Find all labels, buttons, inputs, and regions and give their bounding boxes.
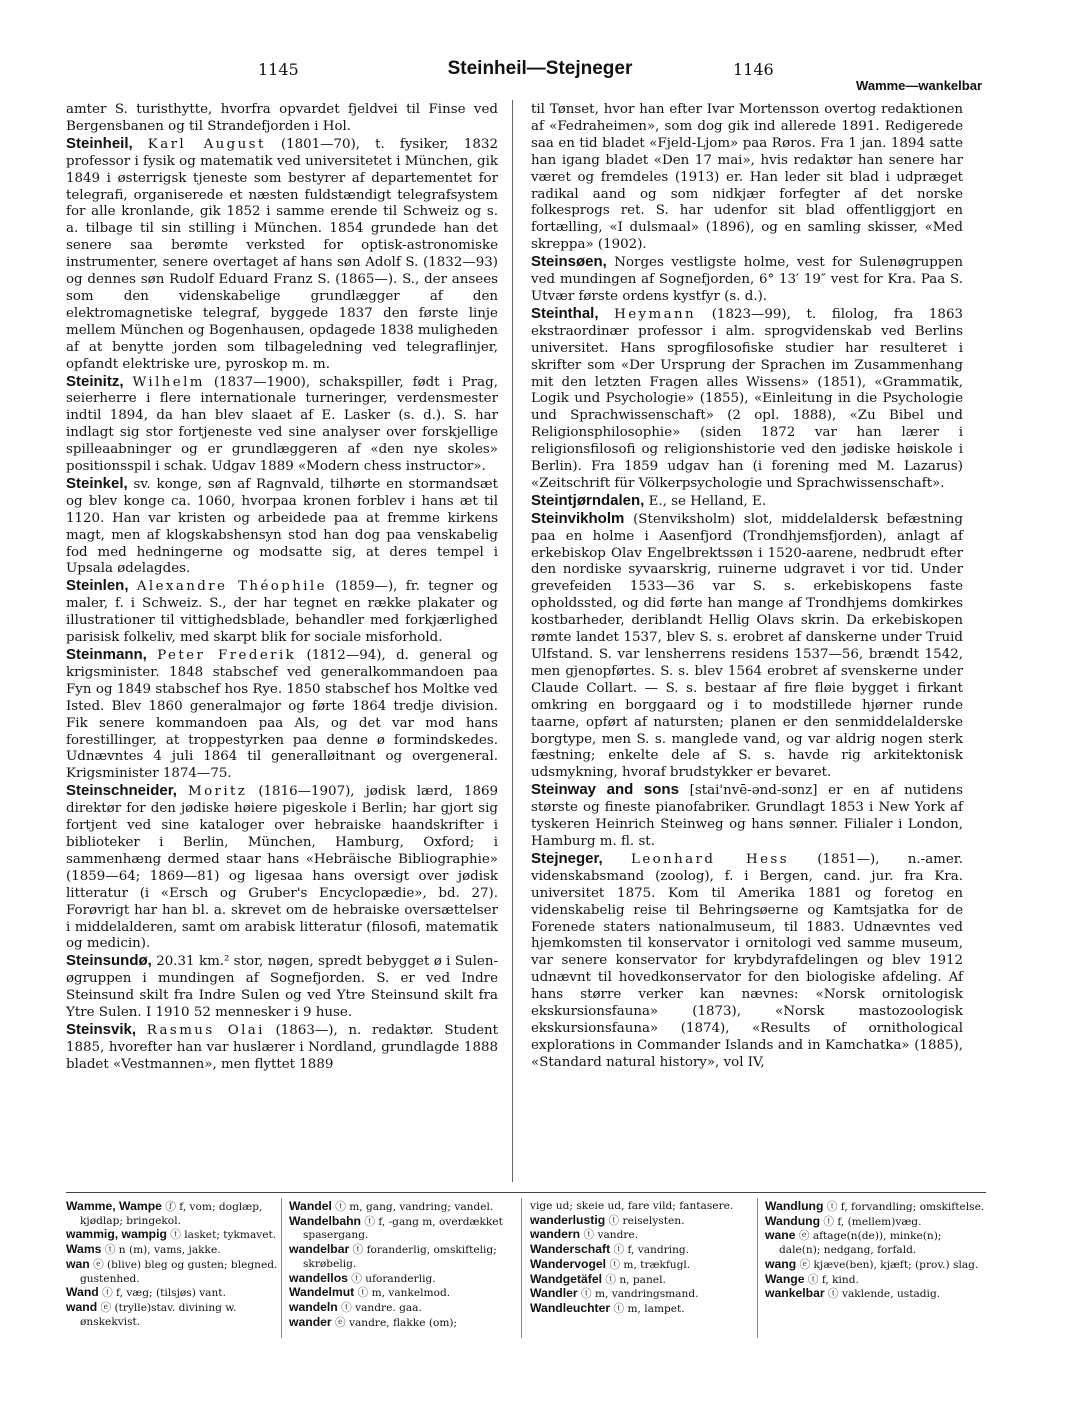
- encyclopedia-entry: [66, 136, 498, 374]
- entry-text: [stai'nvē-ənd-sʊnz] er en af nutidens største og fineste pianofabriker. Grundlagt 1853 i New York af tyskeren Heinrich Steinweg og hans sønner. Filialer i London, Hamburg m. fl. st.: [531, 783, 963, 849]
- dictionary-translation: ⓣ m, lampet.: [610, 1302, 685, 1315]
- dictionary-entry: [66, 1228, 286, 1243]
- dictionary-rule: [281, 1198, 282, 1338]
- dictionary-word: wandellos: [289, 1270, 348, 1285]
- entry-text: (1812—94), d. general og krigsminister. 1848 stabschef ved generalkommandoen paa Fyn og 1849 stabschef hos Rye. 1850 stabschef hos Moltke ved Isted. Blev 1860 generalmajor og førte 1864 tredje division. Fik senere kommandoen paa Als, og det var mod hans forestillinger, at troppestyrken paa denne ø formindskedes. Udnævntes 4 juli 1864 til generalløitnant og overgeneral. Krigsminister 1874—75.: [66, 648, 498, 782]
- page-number-right: 1146: [733, 60, 774, 79]
- dictionary-translation: ⓣ uforanderlig.: [347, 1272, 436, 1285]
- entry-headword: Steinsundø,: [66, 952, 152, 970]
- dictionary-word: wang: [765, 1256, 797, 1271]
- dictionary-entry: [765, 1200, 985, 1215]
- dictionary-translation: ⓣ lasket; tykmavet.: [166, 1229, 277, 1242]
- page-number-left: 1145: [258, 60, 299, 79]
- entry-headword: Steinsøen,: [531, 253, 607, 271]
- dictionary-entry: [765, 1258, 985, 1273]
- dictionary-word: wandern: [530, 1227, 581, 1242]
- dictionary-translation: ⓣ f, forvandling; omskiftelse.: [823, 1201, 985, 1213]
- dictionary-translation: ⓣ vandre. gaa.: [337, 1301, 422, 1314]
- dictionary-word: Wand: [66, 1285, 99, 1300]
- dictionary-translation: ⓣ vandre.: [580, 1229, 639, 1242]
- dictionary-rule: [521, 1198, 522, 1338]
- entry-person-name: Peter Frederik: [157, 648, 297, 663]
- encyclopedia-entry: [66, 1022, 498, 1074]
- dictionary-translation: ⓔ kjæve(ben), kjæft; (prov.) slag.: [796, 1258, 979, 1271]
- dictionary-translation: ⓔ aftage(n(de)), minke(n); dale(n); nedgang, forfald.: [779, 1230, 942, 1257]
- dictionary-entry: [530, 1214, 750, 1229]
- dictionary-translation: ⓔ (trylle)stav. divining w. ønskekvist.: [80, 1301, 237, 1328]
- running-head: Steinheil—Stejneger: [447, 58, 633, 79]
- footer-rule: [66, 1192, 986, 1193]
- dictionary-translation: ⓣ m, vankelmod.: [354, 1287, 451, 1300]
- right-column: [531, 102, 963, 1072]
- entry-text: (Stenviksholm) slot, middelaldersk befæstning paa en holme i Aasenfjord (Trondhjemsfjorden), anlagt af erkebiskop Olav Engelbrektssøn i 1520-aarene, nedbrudt efter den nordiske syvaarskrig, ruinerne udgravet i vor tid. Under grevefeiden 1533—36 var S. s. erkebiskopens faste opholdssted, og did førte han mange af Trondhjems domkirkes kostbarheder, deriblandt Hellig Olavs skrin. Da erkebiskopen rømte landet 1537, blev S. s. erobret af danskerne under Truid Ulfstand. S. var lensherrens residens 1537—56, brændt 1542, men gjenopførtes. S. s. blev 1564 erobret af svenskerne under Claude Collart. — S. s. bestaar af fire fløie bygget i firkant omkring en borggaard og i to modstillede hjørner runde taarne, opført af natursten; planen er den senmiddelalderske borgtype, men S. s. manglede vand, og var aldrig nogen sterk fæstning; enkelte dele af S. s. havde rig arkitektonisk udsmykning, hvoraf brudstykker er bevaret.: [531, 511, 963, 781]
- continued-text: amter S. turisthytte, hvorfra opvardet fjeldvei til Finse ved Bergensbanen og til Strandefjorden i Hol.: [66, 102, 498, 134]
- dictionary-head: Wamme—wankelbar: [856, 78, 982, 93]
- dictionary-word: Wandelbahn: [289, 1213, 361, 1228]
- dictionary-column-4: [765, 1200, 985, 1302]
- entry-text: (1851—), n.-amer. videnskabsmand (zoolog), f. i Bergen, cand. jur. fra Kra. universitet 1875. Kom til Amerika 1881 og foretog en videnskabelig reise til Behringsøerne og Kamtsjatka for de Forenede staters nationalmuseum, til 1883. Udnævntes ved hjemkomsten til konservator i ornitologi ved samme museum, var senere konservator for krybdyrafdelingen og blev 1912 udnævnt til hovedkonservator for den biologiske afdeling. Af hans større verker kan nævnes: «Norsk ornitologisk ekskursionsfauna» (1873), «Norsk mastozoologisk ekskursionsfauna» (1874), «Results of ornithological explorations in Commander Islands and in Kamchatka» (1885), «Standard natural history», vol IV,: [531, 851, 963, 1070]
- dictionary-word: Wams: [66, 1242, 102, 1257]
- entry-headword: Steintjørndalen,: [531, 491, 645, 509]
- dictionary-entry: [530, 1258, 750, 1273]
- dictionary-entry: [289, 1316, 509, 1331]
- dictionary-translation: ⓣ m, trækfugl.: [606, 1258, 691, 1271]
- dictionary-word: Wandler: [530, 1286, 578, 1301]
- dictionary-word: wander: [289, 1314, 332, 1329]
- dictionary-translation: ⓣ foranderlig, omskiftelig; skrøbelig.: [303, 1244, 497, 1270]
- dictionary-rule: [757, 1198, 758, 1338]
- dictionary-entry: [765, 1273, 985, 1288]
- dictionary-word: Wandung: [765, 1213, 821, 1228]
- dictionary-word: Wandervogel: [530, 1256, 607, 1271]
- dictionary-word: Wandel: [289, 1199, 332, 1213]
- dictionary-translation: ⓣ f, vandring.: [610, 1244, 690, 1257]
- entry-text: 20.31 km.² stor, nøgen, spredt bebygget ø i Sulen-øgruppen i mundingen af Sognefjorden. S. er ved Indre Steinsund skilt fra Indre Sulen og ved Ytre Steinsund skilt fra Ytre Sulen. I 1910 52 mennesker i 9 huse.: [66, 954, 498, 1021]
- dictionary-column-3: [530, 1200, 750, 1317]
- entry-person-name: Alexandre Théophile: [136, 579, 327, 595]
- encyclopedia-entry: [66, 647, 498, 783]
- dictionary-entry: [530, 1302, 750, 1317]
- dictionary-word: Wandlung: [765, 1199, 824, 1213]
- dictionary-column-1: [66, 1200, 286, 1329]
- encyclopedia-entry: [66, 374, 498, 476]
- dictionary-entry: [66, 1286, 286, 1301]
- entry-headword: Steinschneider,: [66, 782, 177, 800]
- encyclopedia-entry: [66, 578, 498, 647]
- encyclopedia-entry: [531, 306, 963, 493]
- dictionary-entry: [66, 1243, 286, 1258]
- entry-text: (1837—1900), schakspiller, født i Prag, seierherre i flere internationale turneringer, verdensmester indtil 1894, da han blev slaaet af E. Lasker (s. d.). S. har indlagt sig stor fortjeneste ved sine analyser over forskjellige spilleaabninger og er grundlæggeren af «den nye skoles» positionsspil i schak. Udgav 1889 «Modern chess instructor».: [66, 374, 498, 475]
- dictionary-entry: [289, 1272, 509, 1287]
- dictionary-word: wand: [66, 1299, 98, 1314]
- dictionary-word: Wanderschaft: [530, 1242, 611, 1257]
- entry-headword: Stejneger,: [531, 849, 603, 867]
- column-rule: [512, 100, 513, 1182]
- entry-headword: Steinway and sons: [531, 781, 679, 799]
- dictionary-word: wane: [765, 1228, 796, 1243]
- entry-headword: Steinvikholm: [531, 509, 625, 527]
- encyclopedia-entry: [531, 511, 963, 783]
- dictionary-entry: [66, 1301, 286, 1329]
- continued-text: til Tønset, hvor han efter Ivar Mortensson overtog redaktionen af «Fedraheimen», som dog gik ind allerede 1891. Redigerede saa en tid bladet «Fjeld-Ljom» paa Røros. Fra 1 jan. 1894 satte han igang bladet «Den 17 mai», hvis redaktør han senere har været og fremdeles (1913) er. Han leder sit blad i udpræget radikal aand og som nidkjær forfegter af det norske folkesprogs ret. S. har udenfor sit blad offentliggjort en fortælling, «I dulsmaal» (1896), og en samling skisser, «Med skreppa» (1902).: [531, 102, 963, 253]
- dictionary-translation: ⓔ (blive) bleg og gusten; blegned. gustenhed.: [80, 1258, 278, 1285]
- dictionary-entry: [530, 1273, 750, 1288]
- dictionary-translation: ⓣ reiselysten.: [605, 1214, 685, 1227]
- dictionary-translation: ⓣ f, kind.: [804, 1273, 859, 1286]
- dictionary-entry: [289, 1215, 509, 1243]
- dictionary-word: Wandleuchter: [530, 1300, 611, 1315]
- entry-text: (1823—99), t. filolog, fra 1863 ekstraordinær professor i alm. sprogvidenskab ved Berlins universitet. Hans sprogfilosofiske studier har resulteret i skrifter som «Der Ursprung der Sprachen im Zusammenhang mit den letzten Fragen alles Wissens» (1851), «Grammatik, Logik und Psychologie» (1855), «Einleitung in die Psychologie und Sprachwissenschaft» (2 opl. 1888), «Zu Bibel und Religionsphilosophie» (siden 1872 var han lærer i religionsfilosofi og religionshistorie ved den jødiske høiskole i Berlin). Fra 1859 udgav han (i forening med M. Lazarus) «Zeitschrift für Völkerpsychologie und Sprachwissenschaft».: [531, 306, 963, 491]
- dictionary-entry: [530, 1200, 750, 1214]
- entry-person-name: Leonhard Hess: [631, 851, 789, 867]
- dictionary-entry: [530, 1287, 750, 1302]
- entry-text: E., se Helland, E.: [644, 493, 767, 509]
- entry-person-name: Rasmus Olai: [146, 1022, 265, 1038]
- dictionary-word: wandelbar: [289, 1242, 350, 1257]
- dictionary-column-2: [289, 1200, 509, 1330]
- dictionary-word: Wamme, Wampe: [66, 1199, 162, 1213]
- dictionary-entry: [289, 1243, 509, 1271]
- dictionary-word: Wandelmut: [289, 1285, 355, 1300]
- entry-person-name: Wilhelm: [132, 374, 205, 390]
- encyclopedia-entry: [531, 493, 963, 511]
- left-column: [66, 102, 498, 1074]
- entry-headword: Steinmann,: [66, 646, 147, 663]
- dictionary-entry: [530, 1228, 750, 1243]
- dictionary-entry: [289, 1301, 509, 1316]
- dictionary-word: wammig, wampig: [66, 1227, 167, 1242]
- entry-person-name: Moritz: [187, 784, 248, 800]
- dictionary-entry: [66, 1200, 286, 1228]
- entry-headword: Steinsvik,: [66, 1020, 137, 1038]
- entry-text: (1863—), n. redaktør. Student 1885, hvorefter han var huslærer i Nordland, grundlagde 1888 bladet «Vestmannen», men flyttet 1889: [66, 1022, 498, 1072]
- dictionary-word: wandeln: [289, 1299, 338, 1314]
- dictionary-entry: [530, 1243, 750, 1258]
- entry-person-name: Heymann: [614, 306, 697, 322]
- entry-text: (1816—1907), jødisk lærd, 1869 direktør for den jødiske høiere pigeskole i Berlin; har gjort sig fortjent ved sine kataloger over hebraiske haandskrifter i biblioteker i Berlin, München, Hamburg, Oxford; i sammenhæng dermed staar hans «Hebräische Bibliographie» (1859—64; 1869—81) og ligesaa hans oversigt over jødisk litteratur (i «Ersch og Gruber's Encyclopædie», bd. 27). Forøvrigt har han bl. a. skrevet om de hebraiske oversættelser i middelalderen, samt om arabisk litteratur (filosofi, matematik og medicin).: [66, 784, 498, 952]
- dictionary-translation: ⓣ f, -gang m, overdækket spasergang.: [303, 1215, 503, 1242]
- dictionary-translation: ⓣ f, væg; (tilsjøs) vant.: [98, 1287, 226, 1300]
- dictionary-entry: [765, 1287, 985, 1302]
- dictionary-translation: ⓔ vandre, flakke (om);: [331, 1316, 458, 1329]
- entry-text: (1801—70), t. fysiker, 1832 professor i fysik og matematik ved universitetet i München, gik 1849 i østerrigsk tjeneste som bestyrer af departementet for telegrafi, organiserede et næsten fuldstændigt telegrafsystem for alle kronlande, gik 1852 i samme erende til Schweiz og s. a. tilbage til sin stilling i München. 1854 grundede han det senere saa berømte verksted for optisk-astronomiske instrumenter, senere overtaget af hans søn Adolf S. (1832—93) og dennes søn Rudolf Eduard Franz S. (1865—). S., der ansees som den videnskabelige grundlægger af den elektromagnetiske telegraf, byggede 1837 den første linje mellem München og Bogenhausen, opdagede 1838 muligheden af at benytte jorden som tilbageledning ved telegraflinjer, opfandt elektriske ure, pyroskop m. m.: [66, 136, 498, 372]
- dictionary-translation: ⓣ f, (mellem)væg.: [820, 1215, 922, 1228]
- dictionary-translation: vige ud; skeie ud, fare vild; fantasere.: [530, 1200, 734, 1212]
- encyclopedia-entry: [531, 254, 963, 306]
- dictionary-translation: ⓣ vaklende, ustadig.: [824, 1288, 941, 1301]
- entry-headword: Steinheil,: [66, 134, 133, 152]
- dictionary-translation: ⓣ m, gang, vandring; vandel.: [331, 1201, 494, 1213]
- entry-text: Norges vestligste holme, vest for Sulenøgruppen ved mundingen af Sognefjorden, 6° 13′ 19″ vest for Kra. Paa S. Utvær første ordens kystfyr (s. d.).: [531, 255, 963, 304]
- entry-person-name: Karl August: [147, 136, 266, 152]
- encyclopedia-entry: [531, 851, 963, 1072]
- dictionary-word: wan: [66, 1256, 90, 1271]
- entry-headword: Steinitz,: [66, 372, 124, 390]
- dictionary-word: wankelbar: [765, 1286, 825, 1301]
- dictionary-translation: ⓕ f, vom; doglæp, kjødlap; bringekol.: [80, 1201, 263, 1227]
- dictionary-translation: ⓣ n (m), vams, jakke.: [101, 1244, 221, 1257]
- encyclopedia-entry: [66, 476, 498, 578]
- dictionary-word: Wandgetäfel: [530, 1271, 602, 1286]
- entry-headword: Steinthal,: [531, 304, 599, 322]
- entry-text: (1859—), fr. tegner og maler, f. i Schweiz. S., der har tegnet en række plakater og illustrationer til vittighedsblade, behandler med forkjærlighed parisisk folkeliv, med skarpt blik for sociale misforhold.: [66, 579, 498, 646]
- dictionary-entry: [765, 1215, 985, 1230]
- dictionary-entry: [289, 1286, 509, 1301]
- dictionary-entry: [289, 1200, 509, 1215]
- entry-headword: Steinlen,: [66, 577, 129, 595]
- dictionary-word: Wange: [765, 1271, 805, 1286]
- dictionary-word: wanderlustig: [530, 1212, 606, 1227]
- dictionary-entry: [66, 1258, 286, 1286]
- dictionary-translation: ⓣ m, vandringsmand.: [577, 1288, 699, 1301]
- entry-text: sv. konge, søn af Ragnvald, tilhørte en stormandsæt og blev konge ca. 1060, hvorpaa kronen forblev i hans æt til 1120. Han var kristen og arbeidede paa at fremme kirkens magt, men af klogskabshensyn stod han dog paa venskabelig fod med hedningerne og modsatte sig, at deres tempel i Upsala ødelagdes.: [66, 476, 498, 577]
- encyclopedia-entry: [66, 953, 498, 1022]
- dictionary-entry: [765, 1229, 985, 1257]
- encyclopedia-entry: [531, 782, 963, 851]
- encyclopedia-entry: [66, 783, 498, 953]
- entry-headword: Steinkel,: [66, 474, 128, 492]
- dictionary-translation: ⓣ n, panel.: [602, 1273, 666, 1286]
